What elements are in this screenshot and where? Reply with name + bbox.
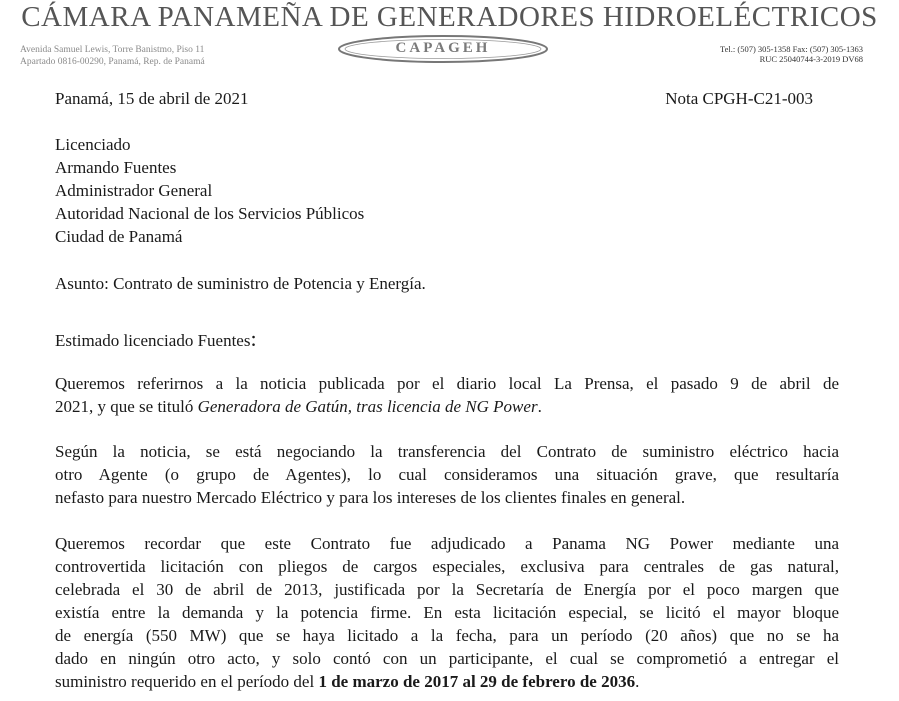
line-text: 2021, y que se tituló: [55, 397, 198, 416]
greeting-colon: :: [250, 326, 257, 351]
paragraph-line: dado en ningún otro acto, y solo contó con un participante, el cual se comprometió a entregar el: [55, 649, 839, 668]
line-text: .: [537, 397, 542, 416]
paragraph-line: de energía (550 MW) que se haya licitado a la fecha, para un período (20 años) que no se ha: [55, 626, 839, 645]
paragraph-line: Queremos recordar que este Contrato fue adjudicado a Panama NG Power mediante una: [55, 534, 839, 553]
paragraph-3: [55, 532, 839, 693]
paragraph-line: controvertida licitación con pliegos de cargos especiales, exclusiva para centrales de gas natural,: [55, 557, 839, 576]
address-line-2: Apartado 0816-00290, Panamá, Rep. de Panamá: [20, 57, 205, 67]
capageh-logo: [337, 34, 549, 64]
paragraph-line: celebrada el 30 de abril de 2013, justificada por la Secretaría de Energía por el poco margen que: [55, 580, 839, 599]
organization-name: CÁMARA PANAMEÑA DE GENERADORES HIDROELÉCTRICOS: [21, 1, 878, 33]
addressee-organization: Autoridad Nacional de los Servicios Públicos: [55, 204, 365, 223]
paragraph-line: otro Agente (o grupo de Agentes), lo cual consideramos una situación grave, que resultaría: [55, 465, 839, 484]
address-line-1: Avenida Samuel Lewis, Torre Banistmo, Piso 11: [20, 45, 205, 55]
greeting-text: Estimado licenciado Fuentes: [55, 331, 251, 350]
paragraph-line: nefasto para nuestro Mercado Eléctrico y para los intereses de los clientes finales en general.: [55, 488, 686, 507]
line-text: suministro requerido en el período del: [55, 672, 319, 691]
letter-date: Panamá, 15 de abril de 2021: [55, 89, 249, 108]
paragraph-line: Según la noticia, se está negociando la transferencia del Contrato de suministro eléctrico hacia: [55, 442, 839, 461]
paragraph-line: [55, 670, 839, 693]
subject-line: Asunto: Contrato de suministro de Potencia y Energía.: [55, 274, 426, 293]
addressee-title: Licenciado: [55, 135, 131, 154]
line-text: .: [635, 672, 640, 691]
paragraph-line: existía entre la demanda y la potencia firme. En esta licitación especial, se licitó el mayor bloque: [55, 603, 839, 622]
letterhead-address: [20, 44, 205, 68]
addressee-position: Administrador General: [55, 181, 213, 200]
paragraph-2: [55, 440, 839, 509]
paragraph-1: [55, 372, 839, 418]
letterhead-contact: [720, 44, 863, 64]
logo-text: CAPAGEH: [395, 40, 491, 56]
addressee-city: Ciudad de Panamá: [55, 227, 183, 246]
addressee-name: Armando Fuentes: [55, 158, 177, 177]
greeting: [55, 327, 257, 352]
paragraph-line: Queremos referirnos a la noticia publicada por el diario local La Prensa, el pasado 9 de abril de: [55, 374, 839, 393]
addressee-block: [55, 133, 364, 248]
ruc-number: RUC 25040744-3-2019 DV68: [759, 54, 863, 64]
note-reference: Nota CPGH-C21-003: [665, 89, 813, 108]
paragraph-line: [55, 395, 839, 418]
contract-period: 1 de marzo de 2017 al 29 de febrero de 2036: [318, 672, 636, 691]
article-title: Generadora de Gatún, tras licencia de NG Power: [197, 397, 538, 416]
phone-fax: Tel.: (507) 305-1358 Fax: (507) 305-1363: [720, 44, 863, 54]
